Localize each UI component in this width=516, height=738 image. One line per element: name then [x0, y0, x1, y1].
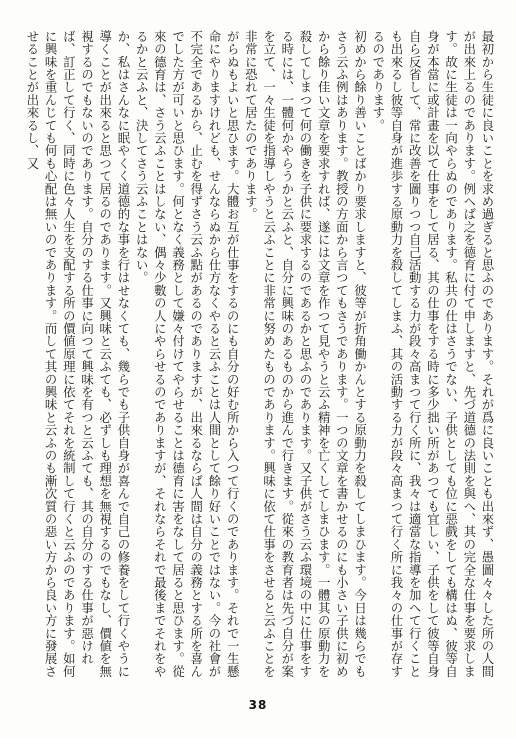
page-number: 38	[248, 698, 268, 712]
paragraph-1: 最初から生徒に良いことを求め過ぎると思ふのであります。それが爲に良いことも出來ず、愚圖々々した所の人間が出來上るのであります。例へば之を德育に付て申しますと、先づ道德の法則を與へ、其の完全な仕事を要求します。故に生徒は一向やらぬのであります。私共の仕はさうでない、子供としても位に惡戲をしても構はぬ、彼等自身が本當に或計畫を以て仕事をして居る、其の仕事をする時に多少拙い所があつても宜しい、子供をして彼等自身自ら反省して、常に改善を圖りつつ自己活動する力が段々高まつて行く所に、我々は適當な指導を加へて行くことも出來るし彼等自身が進歩する原動力を殺してしまふ、其の活動する力が段々高まつて行く所に我々の仕事が存するのであります。	[370, 30, 495, 678]
paragraph-4: か、私はさんなに眠やくく道德的な事を行はせなくても、幾らでも子供自身が喜んで自己の修養をして行くやうに導くことが出來ると思つて居るのであります。又興味と云ふても、必ずしも理想を無視するのでもなし、價値を無視するのでもないのであります。自分のする仕事に向つて興味を有つと云ふても、其の自分のする仕事が惡ければ、訂正して行く、同時に色々人生を支配する所の價値原理に依てそれを統制して行くと云ふのであります。如何に興味を重んじても何も心配は無いのであります。而して其の興味と云ふのも漸次質の惡い方から良い方に發展させることが出來るし、又	[24, 30, 131, 678]
paragraph-2: 初めから餘り善いことばかり要求しますと、彼等が折角働かんとする原動力を殺してしまひます。今日は幾らでもさう云ふ例はあります。教授の方面から言つてもさうであります。一つの文章を書かせるのにも小さい子供に初めから餘り佳い文章を要求すれば、遂には文章を作つて見やうと云ふ精神を亡くしてしまひます。一體其の原動力を殺してしまつて何の働きを子供に要求するのであるかと思ふのであります。又子供がさう云ふ環境の中に仕事をする時には、一體何かやらうかと云ふと、自分に興味のあるものから進んで行きます。從來の教育者は先づ自分が案を立て、一々生徒を指導しやうと云ふことに非常に努めたものであります。興味に依て仕事をさせると云ふことを非常に恐れて居たのであります。	[243, 30, 368, 678]
vertical-body-text	[16, 30, 496, 680]
paragraph-3: がらぬもよいと思ひます。大體お互が仕事をするのにも自分の好む所から入つて行くのであります。それで一生懸命にやりますけれども、せんならぬから仕方なくやると云ふことは人間として餘り好いことではない。今の社會が不完全であるから、止むを得ずさう云ふ點があるのでありますが、出來るならば人間は自分の義務とする所を喜んでした方が可いと思ひます。何となく義務として嫌々付けてやらせることは德育に害をなして居ると思ひます。從來の德育は、さう云ふことはしない、偶々少數の人にやらせるのでありますが、それならそれで最後までそれをやるかと云ふと、決してさう云ふことはない。	[134, 30, 241, 678]
